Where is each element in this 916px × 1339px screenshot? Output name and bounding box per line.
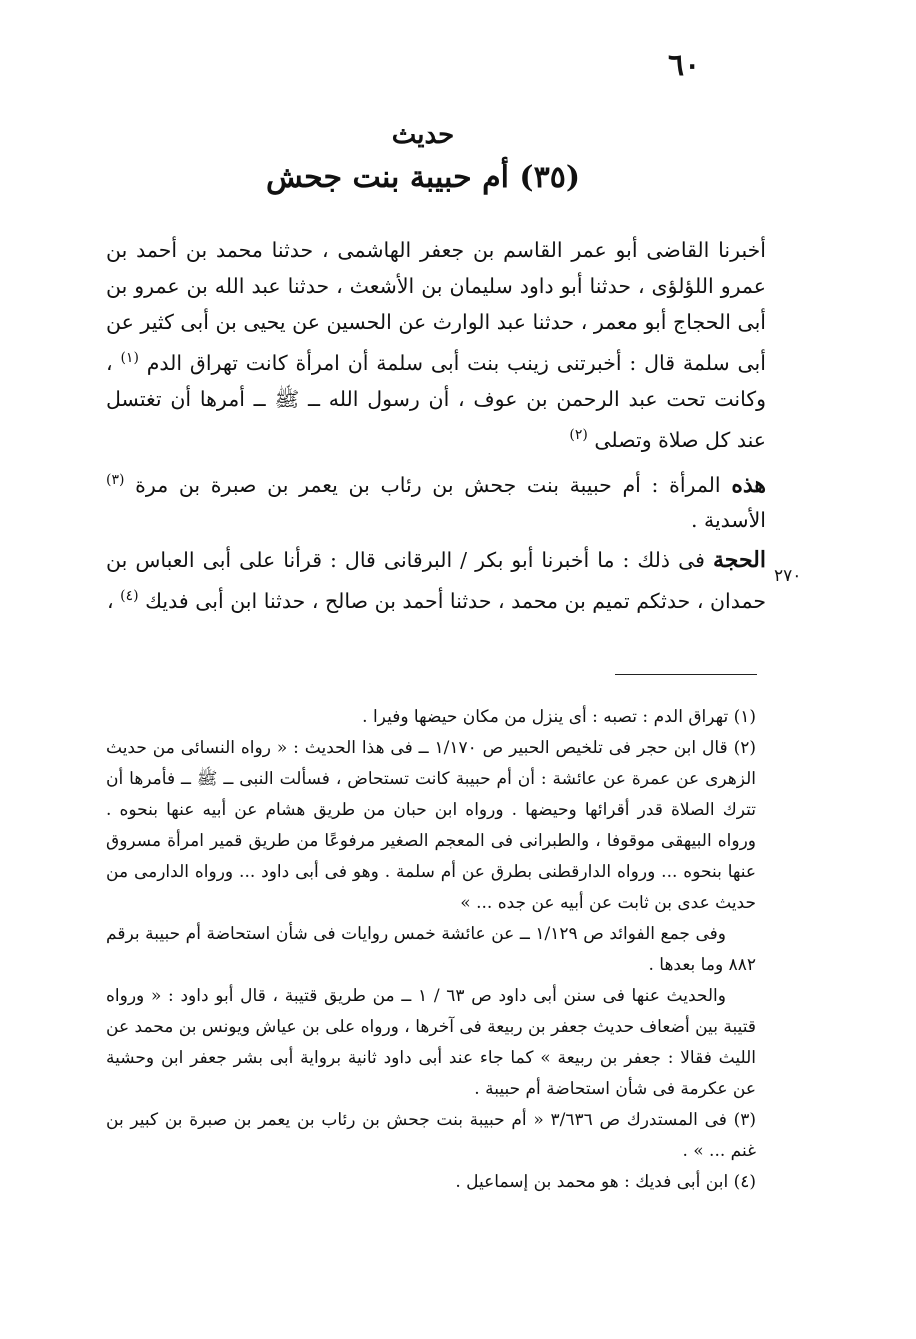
footnote-ref-2: (٢)	[569, 426, 588, 443]
footnote-separator	[615, 674, 757, 675]
paragraph-text-cont: الأسدية .	[690, 508, 766, 533]
footnote-2: (٢) قال ابن حجر فى تلخيص الحبير ص ١/١٧٠ ــ فى هذا الحديث : « رواه النسائى من حديث الزهرى عن عمرة عن عائشة : أن أم حبيبة كانت تستحاض ، فسألت النبى ــ ﷺ ــ فأمرها أن تترك الصلاة قدر أقرائها وحيضها . ورواه ابن حبان من طريق هشام عن أبيه عنها بنحوه . ورواه البيهقى موقوفا ، والطبرانى فى المعجم الصغير مرفوعًا من طريق قمير امرأة مسروق عنها بنحوه ... ورواه الدارقطنى بطرق عن أم سلمة . وهو فى أبى داود ... ورواه الدارمى من حديث عدى بن ثابت عن أبيه عن جده ... »	[106, 738, 756, 913]
paragraph-end: ،	[106, 589, 114, 614]
paragraph-text-cont: ، وكانت تحت عبد الرحمن بن عوف ، أن رسول الله ــ ﷺ ــ أمرها أن تغتسل عند كل صلاة وتصلى	[106, 350, 766, 452]
footnote-2-continued: والحديث عنها فى سنن أبى داود ص ٦٣ / ١ ــ من طريق قتيبة ، قال أبو داود : « ورواه قتيبة بين أضعاف حديث جعفر بن ربيعة فى آخرها ، ورواه على بن عياش ويونس بن محمد عن الليث فقالا : جعفر بن ربيعة » كما جاء عند أبى داود ثانية برواية أبى بشر جعفر ابن وحشية عن عكرمة فى شأن استحاضة أم حبيبة .	[106, 986, 756, 1099]
footnote-ref-1: (١)	[120, 350, 139, 366]
section-label: حديث	[391, 120, 455, 150]
paragraph-text: فى ذلك : ما أخبرنا أبو بكر / البرقانى قال : قرأنا على أبى العباس بن حمدان ، حدثكم تميم بن محمد ، حدثنا أحمد بن صالح ، حدثنا ابن أبى فديك	[106, 548, 766, 614]
footnote-4: (٤) ابن أبى فديك : هو محمد بن إسماعيل .	[455, 1172, 756, 1192]
footnotes	[106, 702, 756, 1198]
footnote-1: (١) تهراق الدم : تصبه : أى ينزل من مكان حيضها وفيرا .	[362, 707, 756, 727]
main-text	[106, 232, 766, 619]
footnote-2-continued: وفى جمع الفوائد ص ١/١٢٩ ــ عن عائشة خمس روايات فى شأن استحاضة أم حبيبة برقم ٨٨٢ وما بعدها .	[106, 924, 756, 975]
paragraph-evidence	[106, 542, 766, 619]
chapter-title: (٣٥) أم حبيبة بنت جحش	[265, 160, 581, 195]
paragraph-lead-word: هذه	[731, 471, 766, 498]
paragraph-lead-word: الحجة	[712, 547, 766, 574]
page-number: ٦٠	[668, 48, 701, 83]
footnote-ref-4: (٤)	[120, 588, 139, 605]
paragraph-isnad	[106, 232, 766, 458]
paragraph-identification	[106, 462, 766, 539]
margin-page-reference: ٢٧٠	[774, 566, 802, 586]
footnote-ref-3: (٣)	[106, 471, 125, 488]
footnote-3: (٣) فى المستدرك ص ٣/٦٣٦ « أم حبيبة بنت جحش بن رئاب بن يعمر بن صبرة بن كبير بن غنم ... » .	[106, 1110, 756, 1161]
paragraph-text: أخبرنا القاضى أبو عمر القاسم بن جعفر الهاشمى ، حدثنا محمد بن أحمد بن عمرو اللؤلؤى ، حدثنا أبو داود سليمان بن الأشعث ، حدثنا عبد الله بن عمرو بن أبى الحجاج أبو معمر ، حدثنا عبد الوارث عن الحسين عن يحيى بن أبى كثير عن أبى سلمة قال : أخبرتنى زينب بنت أبى سلمة أن امرأة كانت تهراق الدم	[106, 238, 766, 375]
paragraph-text: المرأة : أم حبيبة بنت جحش بن رئاب بن يعمر بن صبرة بن مرة	[135, 472, 721, 497]
